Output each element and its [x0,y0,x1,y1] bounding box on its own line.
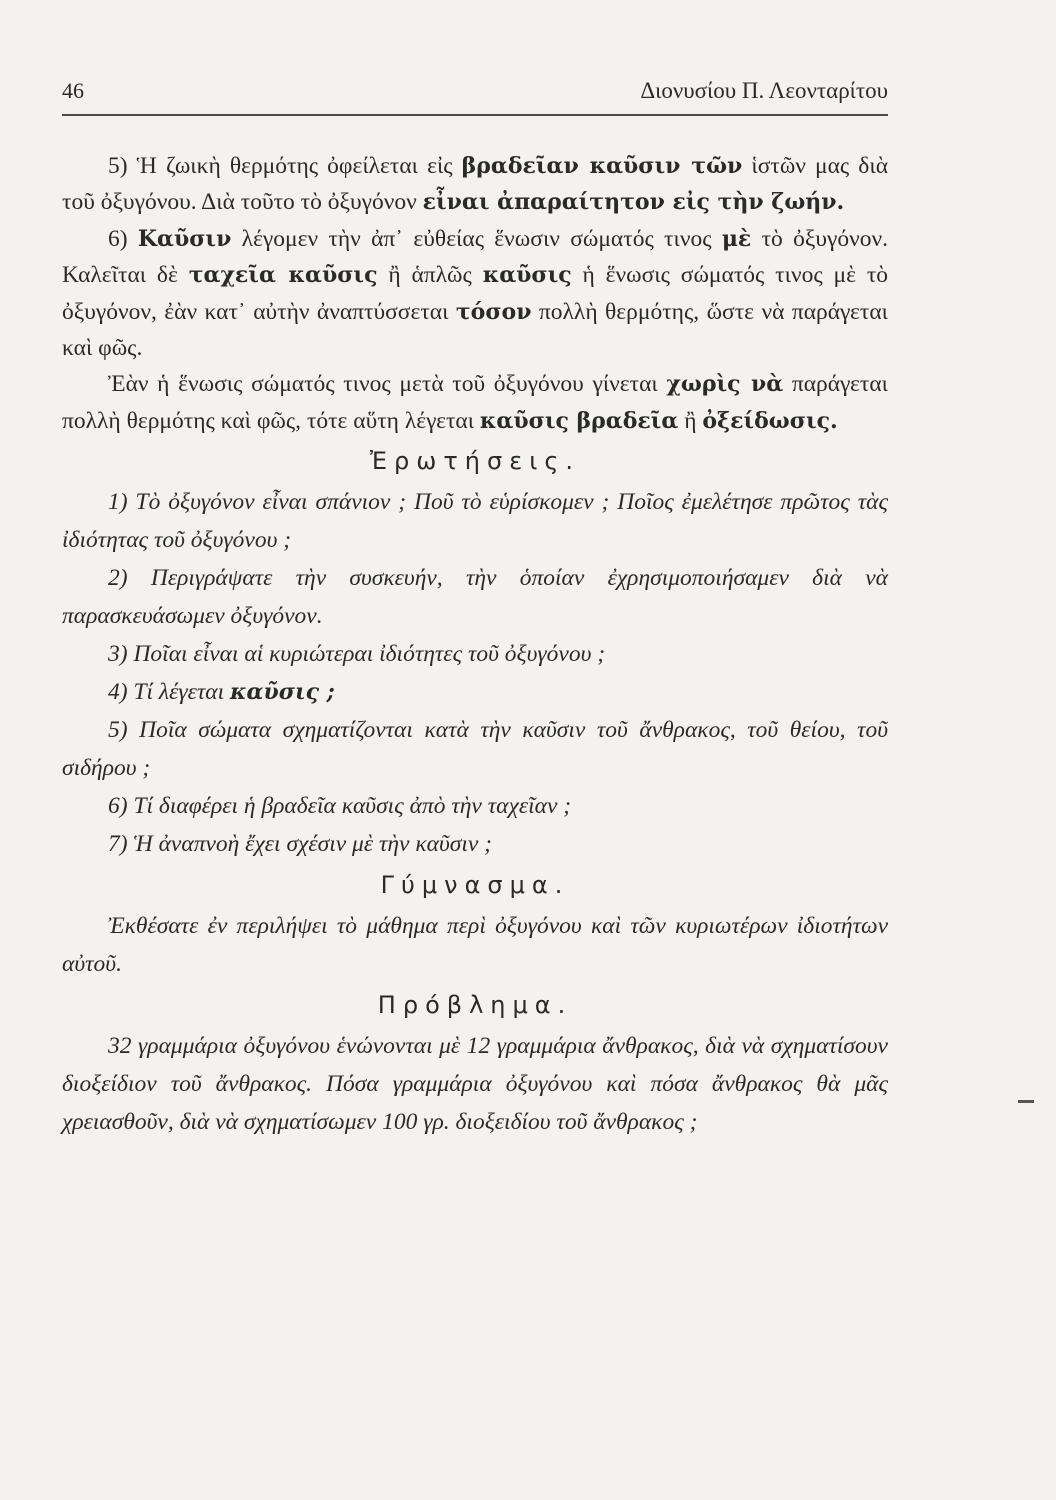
text-span: ἢ [678,407,703,434]
question-4 [62,673,888,711]
bold-span: καῦσις βραδεῖα [479,407,679,434]
text-span: 5) Ἡ ζωικὴ θερμότης ὀφείλεται εἰς [108,153,462,179]
text-span: πολλὴ θερμότης, ὥστε νὰ παράγεται καὶ φῶς. [62,298,888,362]
problem-heading: Πρόβλημα. [377,991,573,1020]
problem-section [62,1027,888,1141]
text-span: 4) Τί λέγεται [108,679,231,706]
question-5: 5) Ποῖα σώματα σχηματίζονται κατὰ τὴν καῦσιν τοῦ ἄνθρακος, τοῦ θείου, τοῦ σιδήρου ; [62,717,888,782]
paragraph-7 [62,366,888,439]
question-2: 2) Περιγράψατε τὴν συσκευήν, τὴν ὁποίαν ἐχρησιμοποιήσαμεν διὰ νὰ παρασκευάσωμεν ὀξυγόνον. [62,565,888,630]
page-body [62,148,888,1141]
text-span: παράγεται πολλὴ θερμότης καὶ φῶς, τότε αὕτη λέγεται [62,371,888,434]
bold-span: τόσον [455,298,532,325]
questions-heading: Ἐρωτήσεις. [369,447,581,476]
exercise-section [62,907,888,983]
paragraph-5 [62,148,888,221]
text-span: τὸ ὀξυγόνον. Καλεῖται δὲ [62,225,888,289]
question-7: 7) Ἡ ἀναπνοὴ ἔχει σχέσιν μὲ τὴν καῦσιν ; [108,831,493,858]
text-span: 6) [108,225,138,252]
exercise-text: Ἐκθέσατε ἐν περιλήψει τὸ μάθημα περὶ ὀξυγόνου καὶ τῶν κυριωτέρων ἰδιοτήτων αὐτοῦ. [62,913,888,978]
exercise-heading: Γύμνασμα. [380,871,570,900]
question-3: 3) Ποῖαι εἶναι αἱ κυριώτεραι ἰδιότητες τοῦ ὀξυγόνου ; [108,641,606,668]
paragraph-6 [62,221,888,367]
running-head: Διονυσίου Π. Λεονταρίτου [640,78,888,103]
question-1: 1) Τὸ ὀξυγόνον εἶναι σπάνιον ; Ποῦ τὸ εὑρίσκομεν ; Ποῖος ἐμελέτησε πρῶτος τὰς ἰδιότητας τοῦ ὀξυγόνου ; [62,489,888,554]
text-span: ἢ ἁπλῶς [377,262,483,289]
margin-mark [1018,1100,1034,1103]
question-6: 6) Τί διαφέρει ἡ βραδεῖα καῦσις ἀπὸ τὴν ταχεῖαν ; [108,793,572,820]
text-span: ἱστῶν μας διὰ τοῦ ὀξυγόνου. Διὰ τοῦτο τὸ ὀξυγόνον [62,153,889,216]
bold-span: βραδεῖαν καῦσιν τῶν [461,153,743,179]
problem-text: 32 γραμμάρια ὀξυγόνου ἑνώνονται μὲ 12 γραμμάρια ἄνθρακος, διὰ νὰ σχηματίσουν διοξείδιον τοῦ ἄνθρακος. Πόσα γραμμάρια ὀξυγόνου καὶ πόσα ἄνθρακος θὰ μᾶς χρειασθοῦν, διὰ νὰ σχηματίσωμεν 100 γρ. διοξειδίου τοῦ ἄνθρακος ; [62,1033,888,1136]
bold-span: καῦσις ; [230,679,335,706]
text-span: Ἐὰν ἡ ἕνωσις σώματός τινος μετὰ τοῦ ὀξυγόνου γίνεται [108,371,667,398]
bold-span: καῦσις [482,262,572,289]
bold-span: μὲ [721,225,752,252]
bold-span: εἶναι ἀπαραίτητον εἰς τὴν ζωήν. [422,189,845,216]
bold-span: ταχεῖα καῦσις [188,262,378,289]
bold-span: χωρὶς νὰ [666,371,784,398]
text-span: ἡ ἕνωσις σώματός τινος μὲ τὸ ὀξυγόνον, ἐὰν κατ᾽ αὐτὴν ἀναπτύσσεται [62,262,889,325]
page-header [62,74,888,116]
page-number: 46 [62,78,84,103]
text-span: λέγομεν τὴν ἀπ᾽ εὐθείας ἕνωσιν σώματός τινος [231,225,722,252]
questions-list [62,483,888,863]
bold-span: ὀξείδωσις. [702,407,838,434]
bold-span: Καῦσιν [137,225,232,252]
